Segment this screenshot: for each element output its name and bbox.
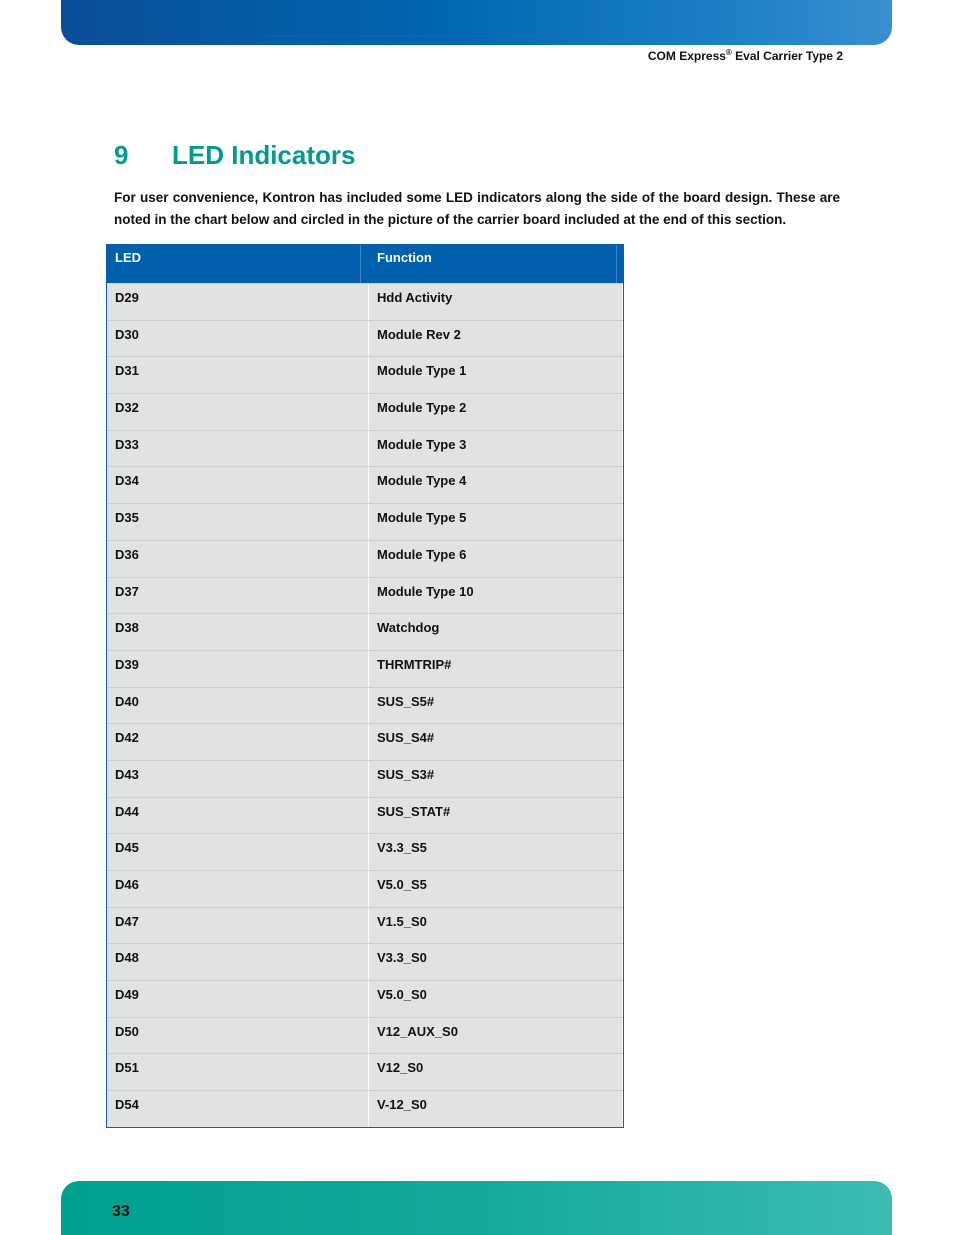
led-function-cell: SUS_S5# bbox=[369, 688, 623, 724]
led-function-cell: Module Type 6 bbox=[369, 541, 623, 577]
led-function-cell: V1.5_S0 bbox=[369, 908, 623, 944]
led-id-cell: D54 bbox=[107, 1091, 369, 1127]
led-function-cell: V5.0_S0 bbox=[369, 981, 623, 1017]
led-function-cell: Module Type 3 bbox=[369, 431, 623, 467]
led-id-cell: D42 bbox=[107, 724, 369, 760]
table-row bbox=[107, 393, 623, 430]
led-id-cell: D31 bbox=[107, 357, 369, 393]
table-row bbox=[107, 797, 623, 834]
led-id-cell: D29 bbox=[107, 284, 369, 320]
table-row bbox=[107, 577, 623, 614]
table-row bbox=[107, 1017, 623, 1054]
led-function-cell: Module Type 4 bbox=[369, 467, 623, 503]
led-id-cell: D34 bbox=[107, 467, 369, 503]
led-function-cell: Module Type 10 bbox=[369, 578, 623, 614]
led-function-cell: V3.3_S5 bbox=[369, 834, 623, 870]
led-function-cell: Watchdog bbox=[369, 614, 623, 650]
led-id-cell: D44 bbox=[107, 798, 369, 834]
section-title: LED Indicators bbox=[172, 140, 356, 170]
led-id-cell: D39 bbox=[107, 651, 369, 687]
column-header-function: Function bbox=[361, 245, 617, 283]
section-heading bbox=[114, 140, 355, 171]
led-id-cell: D45 bbox=[107, 834, 369, 870]
column-header-led: LED bbox=[107, 245, 361, 283]
doc-title-suffix: Eval Carrier Type 2 bbox=[731, 49, 843, 63]
led-function-cell: Module Rev 2 bbox=[369, 321, 623, 357]
led-id-cell: D49 bbox=[107, 981, 369, 1017]
top-banner bbox=[61, 0, 892, 45]
led-id-cell: D37 bbox=[107, 578, 369, 614]
table-row bbox=[107, 687, 623, 724]
led-id-cell: D38 bbox=[107, 614, 369, 650]
led-id-cell: D35 bbox=[107, 504, 369, 540]
led-function-cell: SUS_STAT# bbox=[369, 798, 623, 834]
table-row bbox=[107, 723, 623, 760]
table-row bbox=[107, 466, 623, 503]
table-row bbox=[107, 283, 623, 320]
led-function-cell: V5.0_S5 bbox=[369, 871, 623, 907]
led-id-cell: D46 bbox=[107, 871, 369, 907]
led-id-cell: D40 bbox=[107, 688, 369, 724]
led-indicator-table bbox=[106, 244, 624, 1128]
section-number: 9 bbox=[114, 140, 129, 170]
page-number: 33 bbox=[112, 1203, 130, 1220]
led-id-cell: D43 bbox=[107, 761, 369, 797]
table-row bbox=[107, 760, 623, 797]
led-function-cell: THRMTRIP# bbox=[369, 651, 623, 687]
led-function-cell: Module Type 2 bbox=[369, 394, 623, 430]
table-row bbox=[107, 943, 623, 980]
table-row bbox=[107, 833, 623, 870]
table-header-row bbox=[107, 245, 623, 283]
doc-title-prefix: COM Express bbox=[647, 49, 726, 63]
document-title-header bbox=[648, 48, 843, 63]
table-row bbox=[107, 540, 623, 577]
table-row bbox=[107, 356, 623, 393]
led-id-cell: D33 bbox=[107, 431, 369, 467]
led-id-cell: D50 bbox=[107, 1018, 369, 1054]
led-function-cell: V12_S0 bbox=[369, 1054, 623, 1090]
registered-mark: ® bbox=[725, 48, 732, 57]
table-row bbox=[107, 320, 623, 357]
led-function-cell: V3.3_S0 bbox=[369, 944, 623, 980]
led-id-cell: D51 bbox=[107, 1054, 369, 1090]
led-id-cell: D36 bbox=[107, 541, 369, 577]
led-id-cell: D30 bbox=[107, 321, 369, 357]
table-row bbox=[107, 1090, 623, 1127]
table-row bbox=[107, 907, 623, 944]
table-row bbox=[107, 1053, 623, 1090]
led-function-cell: V-12_S0 bbox=[369, 1091, 623, 1127]
table-row bbox=[107, 503, 623, 540]
led-function-cell: V12_AUX_S0 bbox=[369, 1018, 623, 1054]
led-id-cell: D48 bbox=[107, 944, 369, 980]
table-row bbox=[107, 613, 623, 650]
table-row bbox=[107, 980, 623, 1017]
table-row bbox=[107, 650, 623, 687]
intro-paragraph: For user convenience, Kontron has included some LED indicators along the side of the board design. These are noted in the chart below and circled in the picture of the carrier board included at the end of this section. bbox=[114, 190, 840, 227]
led-function-cell: SUS_S3# bbox=[369, 761, 623, 797]
table-row bbox=[107, 430, 623, 467]
led-function-cell: SUS_S4# bbox=[369, 724, 623, 760]
led-function-cell: Hdd Activity bbox=[369, 284, 623, 320]
led-function-cell: Module Type 5 bbox=[369, 504, 623, 540]
table-body bbox=[107, 283, 623, 1127]
table-row bbox=[107, 870, 623, 907]
led-function-cell: Module Type 1 bbox=[369, 357, 623, 393]
led-id-cell: D47 bbox=[107, 908, 369, 944]
led-id-cell: D32 bbox=[107, 394, 369, 430]
footer-banner bbox=[61, 1181, 892, 1235]
